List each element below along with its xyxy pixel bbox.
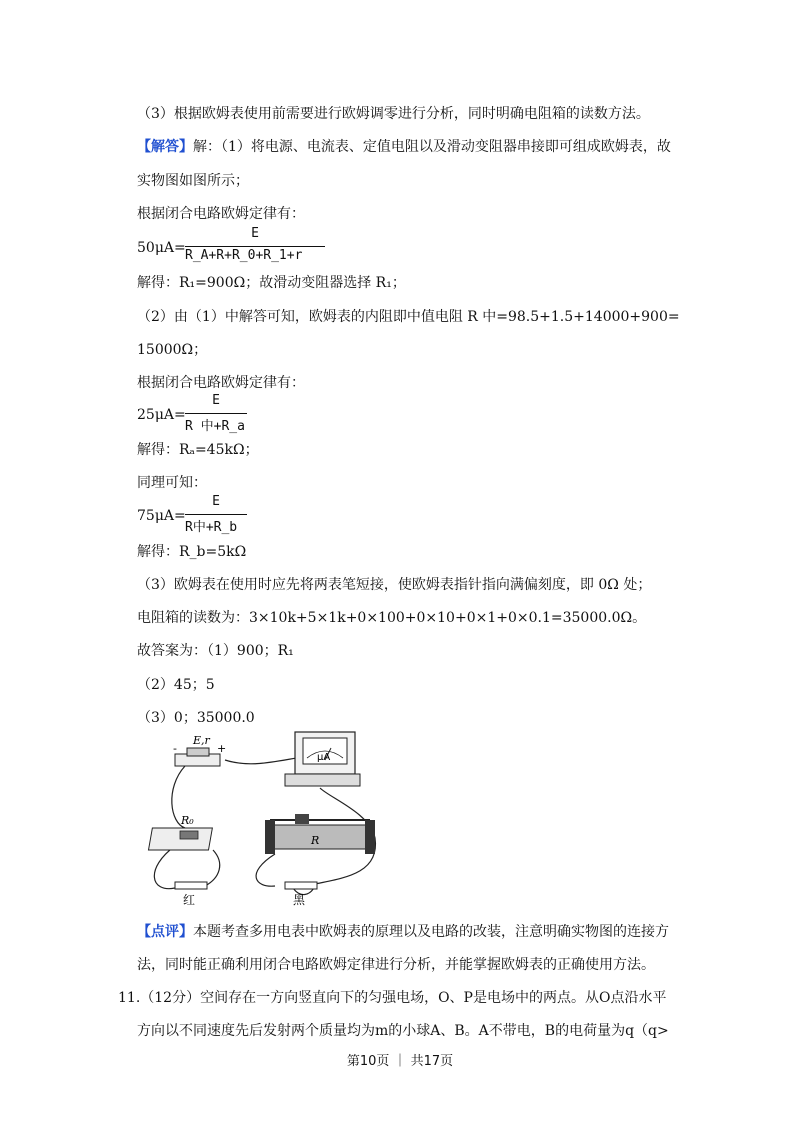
equation-lhs: 50μA=: [137, 240, 186, 256]
page-footer: 第10页 ｜ 共17页: [346, 1054, 454, 1069]
text-line: 法，同时能正确利用闭合电路欧姆定律进行分析，并能掌握欧姆表的正确使用方法。: [137, 957, 655, 973]
answer-paragraph-start: [137, 137, 671, 157]
wire: [154, 846, 175, 889]
text-line: 同理可知：: [137, 475, 207, 491]
minus-label: -: [173, 742, 177, 755]
rheostat-icon: [265, 814, 375, 854]
comment-tag: 【点评】: [137, 924, 193, 940]
text-line: 故答案为：（1）900；R₁: [137, 643, 294, 659]
wire: [256, 854, 275, 886]
text-line: （2）45；5: [137, 677, 215, 693]
equation-denominator: R_A+R+R_0+R_1+r: [185, 248, 303, 263]
text-line: （2）由（1）中解答可知，欧姆表的内阻即中值电阻 R 中=98.5+1.5+14000+900=: [137, 309, 680, 325]
text-line: 解得：Rₐ=45kΩ；: [137, 442, 259, 458]
circuit-figure: [145, 728, 390, 908]
answer-text: 解：（1）将电源、电流表、定值电阻以及滑动变阻器串接即可组成欧姆表，故: [193, 139, 671, 155]
circuit-diagram: [145, 728, 390, 908]
equation-1: [137, 228, 337, 272]
text-line: 解得：R_b=5kΩ: [137, 544, 247, 560]
equation-denominator: R 中+R_a: [185, 419, 245, 434]
black-probe-label: 黑: [293, 893, 306, 907]
equation-numerator: E: [212, 494, 220, 509]
equation-numerator: E: [251, 226, 259, 241]
wire: [205, 850, 220, 886]
equation-3: [137, 496, 277, 540]
r-label: R: [311, 834, 320, 847]
red-probe-icon: [175, 882, 207, 907]
fraction-bar: [185, 413, 247, 414]
fraction-bar: [185, 246, 325, 247]
text-line: 实物图如图所示；: [137, 173, 249, 189]
battery-icon: [173, 734, 226, 766]
equation-lhs: 25μA=: [137, 407, 186, 423]
text-line: （3）根据欧姆表使用前需要进行欧姆调零进行分析，同时明确电阻箱的读数方法。: [137, 106, 650, 122]
text-line: 解得：R₁=900Ω；故滑动变阻器选择 R₁；: [137, 275, 406, 291]
text-line: 15000Ω；: [137, 342, 208, 358]
question-11-line: 11.（12分）空间存在一方向竖直向下的匀强电场，O、P是电场中的两点。从O点沿水平: [118, 990, 667, 1006]
text-line: 电阻箱的读数为：3×10k+5×1k+0×100+0×10+0×1+0×0.1=35000.0Ω。: [137, 610, 647, 626]
answer-tag: 【解答】: [137, 139, 193, 155]
comment-paragraph-start: [137, 922, 669, 942]
meter-label: μA: [317, 752, 331, 763]
equation-denominator: R中+R_b: [185, 520, 238, 535]
text-line: 根据闭合电路欧姆定律有：: [137, 375, 305, 391]
r0-label: R₀: [181, 814, 194, 827]
text-line: 方向以不同速度先后发射两个质量均为m的小球A、B。A不带电，B的电荷量为q（q>: [137, 1023, 669, 1039]
fixed-resistor-icon: [148, 814, 212, 850]
text-line: （3）0；35000.0: [137, 710, 255, 726]
source-label: E,r: [193, 734, 210, 747]
equation-numerator: E: [212, 393, 220, 408]
text-line: （3）欧姆表在使用时应先将两表笔短接，使欧姆表指针指向满偏刻度，即 0Ω 处；: [137, 577, 652, 593]
black-probe-icon: [285, 882, 317, 907]
microammeter-icon: [285, 732, 360, 786]
equation-lhs: 75μA=: [137, 508, 186, 524]
plus-label: +: [217, 742, 227, 755]
comment-text: 本题考查多用电表中欧姆表的原理以及电路的改装，注意明确实物图的连接方: [193, 924, 669, 940]
red-probe-label: 红: [183, 893, 196, 907]
equation-2: [137, 395, 277, 439]
fraction-bar: [185, 514, 247, 515]
text-line: 根据闭合电路欧姆定律有：: [137, 206, 305, 222]
